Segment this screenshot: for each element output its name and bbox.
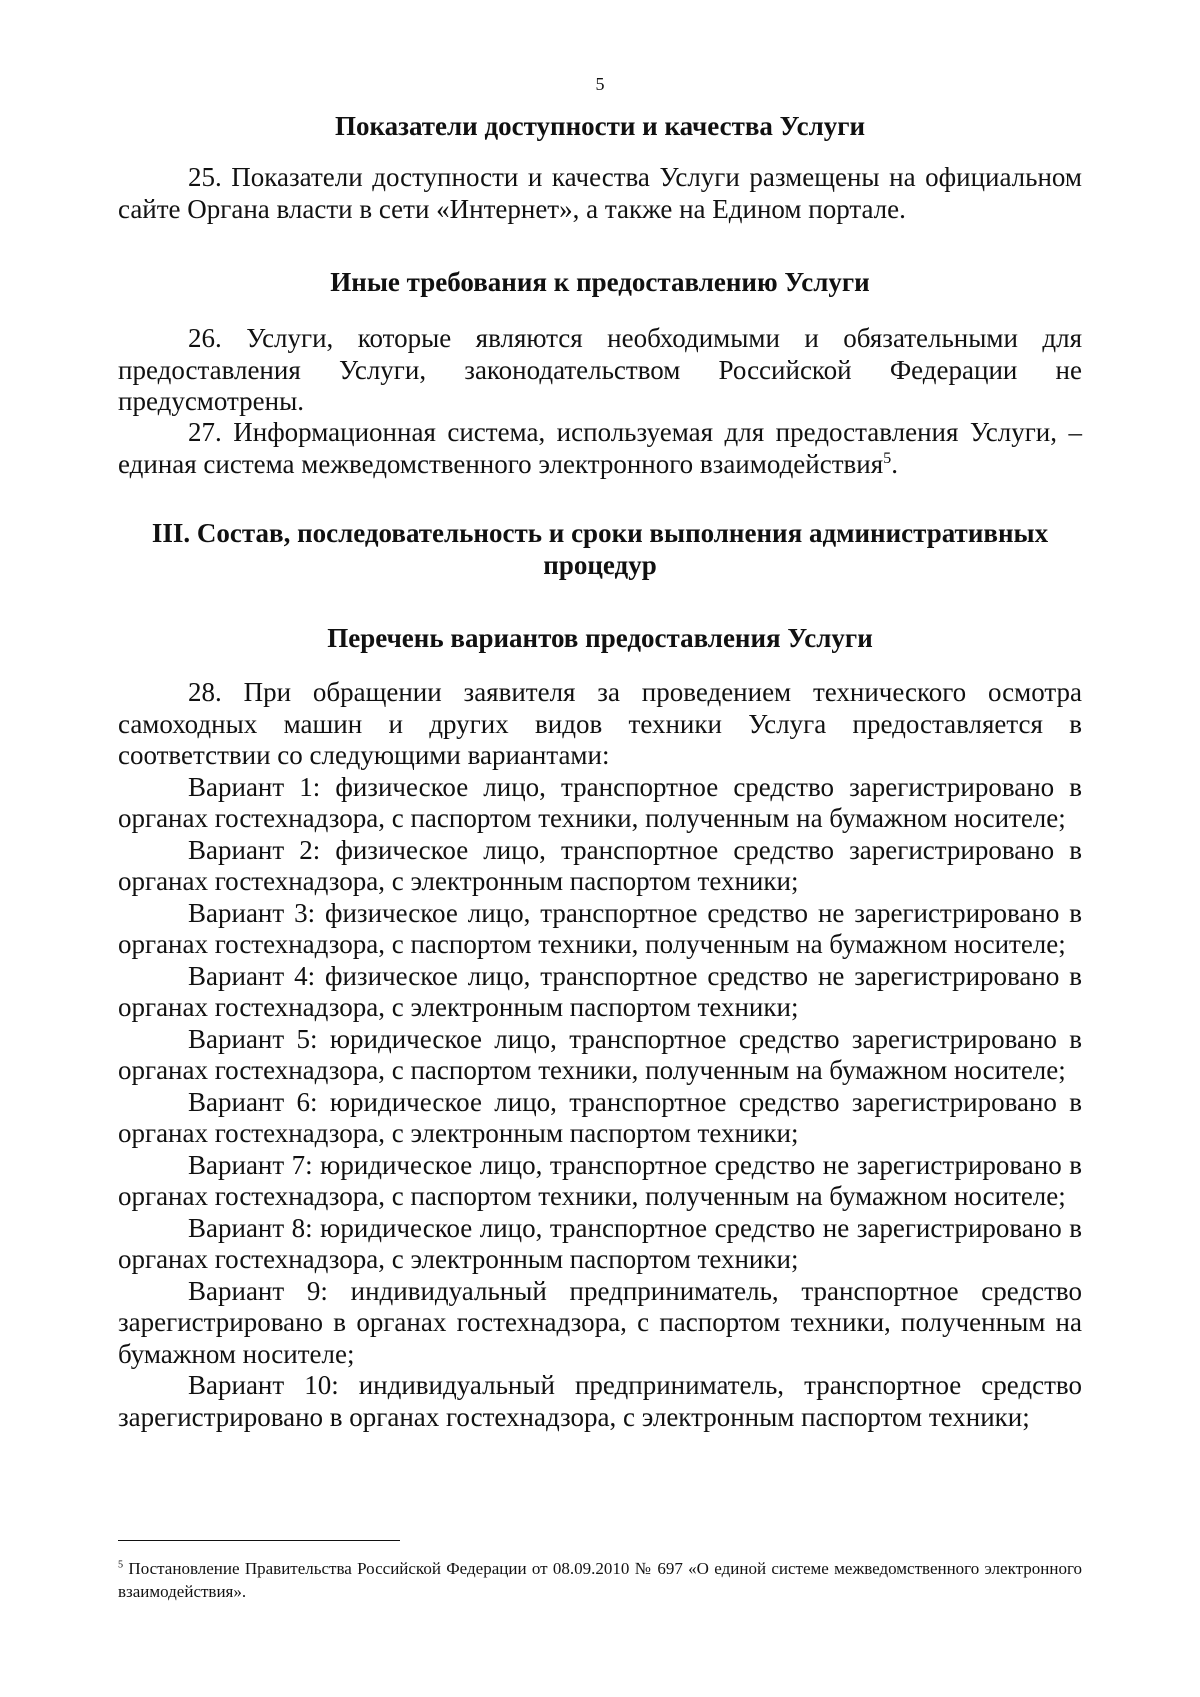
section-heading-variants-list: Перечень вариантов предоставления Услуги [327, 623, 873, 653]
paragraph-27-text: 27. Информационная система, используемая для предоставления Услуги, – единая система межведомственного электронного взаимодействия [118, 417, 1082, 479]
section-heading-availability: Показатели доступности и качества Услуги [334, 111, 866, 141]
chapter-heading-iii [118, 517, 1082, 581]
variant-item: Вариант 3: физическое лицо, транспортное средство не зарегистрировано в органах гостехнадзора, с паспортом техники, полученным на бумажном носителе; [118, 897, 1082, 959]
variant-item: Вариант 2: физическое лицо, транспортное средство зарегистрировано в органах гостехнадзора, с электронным паспортом техники; [118, 834, 1082, 896]
paragraph-27-end: . [891, 448, 898, 479]
footnote-mark: 5 [118, 1559, 124, 1571]
chapter-heading-line-1: III. Состав, последовательность и сроки выполнения административных [151, 518, 1049, 548]
footnote-text: Постановление Правительства Российской Федерации от 08.09.2010 № 697 «О единой системе межведомственного электронного взаимодействия». [118, 1559, 1082, 1601]
paragraph-26: 26. Услуги, которые являются необходимыми и обязательными для предоставления Услуги, законодательством Российской Федерации не предусмотрены. [118, 323, 1082, 416]
variant-item: Вариант 7: юридическое лицо, транспортное средство не зарегистрировано в органах гостехнадзора, с паспортом техники, полученным на бумажном носителе; [118, 1149, 1082, 1211]
paragraph-28-intro: 28. При обращении заявителя за проведением технического осмотра самоходных машин и других видов техники Услуга предоставляется в соответствии со следующими вариантами: [118, 677, 1082, 770]
variant-item: Вариант 6: юридическое лицо, транспортное средство зарегистрировано в органах гостехнадзора, с электронным паспортом техники; [118, 1086, 1082, 1148]
paragraph-25: 25. Показатели доступности и качества Услуги размещены на официальном сайте Органа власти в сети «Интернет», а также на Едином портале. [118, 162, 1082, 224]
footnote-5 [118, 1557, 1082, 1603]
variant-item: Вариант 4: физическое лицо, транспортное средство не зарегистрировано в органах гостехнадзора, с электронным паспортом техники; [118, 960, 1082, 1022]
variant-item: Вариант 9: индивидуальный предприниматель, транспортное средство зарегистрировано в органах гостехнадзора, с паспортом техники, полученным на бумажном носителе; [118, 1275, 1082, 1369]
paragraph-27 [118, 417, 1082, 480]
variant-item: Вариант 5: юридическое лицо, транспортное средство зарегистрировано в органах гостехнадзора, с паспортом техники, полученным на бумажном носителе; [118, 1023, 1082, 1085]
variant-item: Вариант 10: индивидуальный предприниматель, транспортное средство зарегистрировано в органах гостехнадзора, с электронным паспортом техники; [118, 1370, 1082, 1432]
variant-item: Вариант 1: физическое лицо, транспортное средство зарегистрировано в органах гостехнадзора, с паспортом техники, полученным на бумажном носителе; [118, 771, 1082, 833]
paragraph-28 [118, 677, 1082, 1433]
page-number: 5 [595, 74, 605, 94]
section-heading-other-requirements: Иные требования к предоставлению Услуги [330, 267, 870, 297]
footnote-reference-5: 5 [883, 448, 892, 467]
variant-item: Вариант 8: юридическое лицо, транспортное средство не зарегистрировано в органах гостехнадзора, с электронным паспортом техники; [118, 1212, 1082, 1274]
footnote-separator [118, 1540, 400, 1541]
chapter-heading-line-2: процедур [543, 550, 657, 580]
